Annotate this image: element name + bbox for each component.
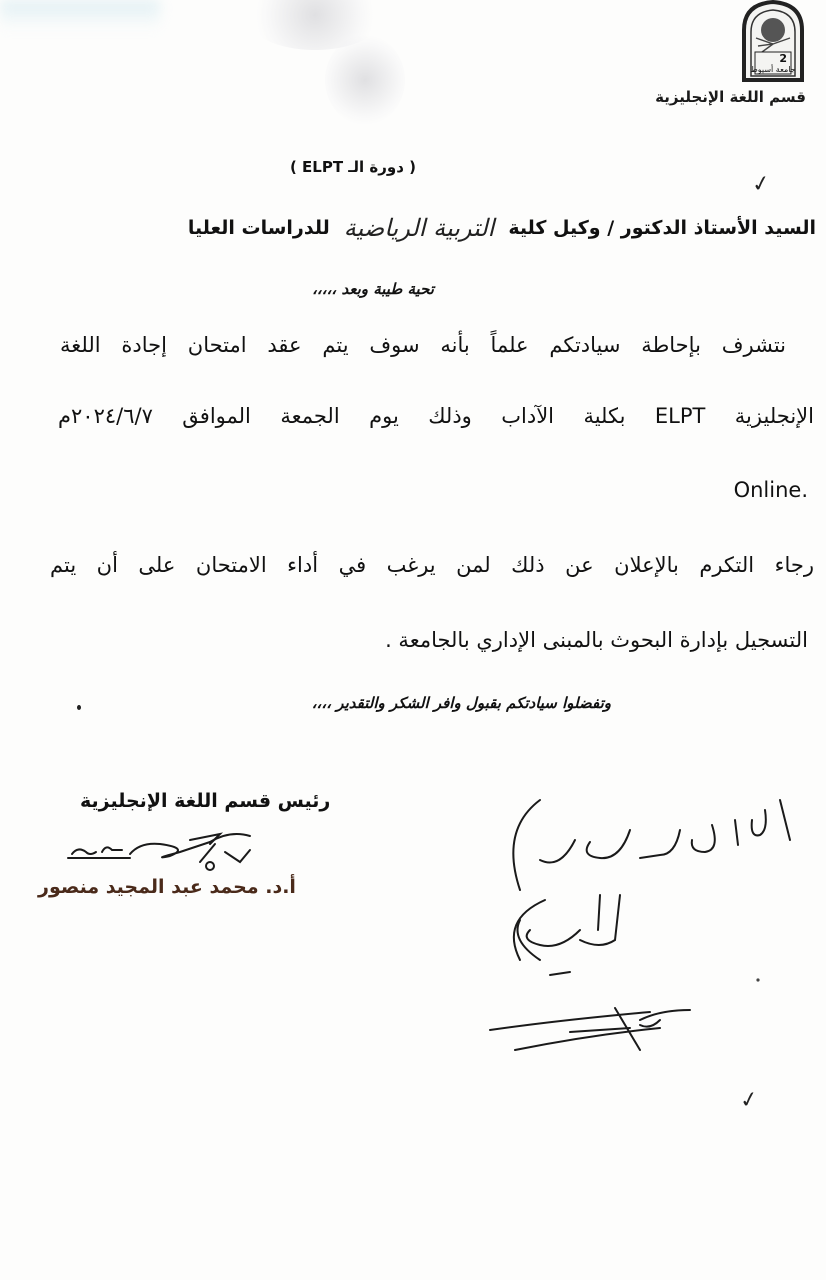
session-label: ( دورة الـ ELPT ) <box>289 158 416 176</box>
svg-text:جامعة أسيوط: جامعة أسيوط <box>750 65 796 74</box>
body-line: نتشرف بإحاطة سيادتكم علماً بأنه سوف يتم عقد امتحان إجادة اللغة <box>60 333 786 357</box>
handwritten-annotation-icon <box>480 780 810 1070</box>
scan-artifact <box>0 0 160 30</box>
body-line: رجاء التكرم بالإعلان عن ذلك لمن يرغب في أداء الامتحان على أن يتم <box>50 553 814 577</box>
body-line: .Online <box>733 478 808 502</box>
addressee-suffix: للدراسات العليا <box>187 217 330 239</box>
university-logo-icon <box>738 0 808 82</box>
body-line: التسجيل بإدارة البحوث بالمبنى الإداري بالجامعة . <box>385 628 808 652</box>
signatory-name: أ.د. محمد عبد المجيد منصور <box>38 876 296 898</box>
addressee-handwritten-faculty: التربية الرياضية <box>343 214 495 242</box>
svg-text:2: 2 <box>779 52 787 65</box>
body-line: الإنجليزية ELPT بكلية الآداب وذلك يوم الجمعة الموافق ٢٠٢٤/٦/٧م <box>58 404 814 428</box>
addressee-prefix: السيد الأستاذ الدكتور / وكيل كلية <box>508 217 816 239</box>
ink-dot <box>77 705 81 710</box>
check-mark-icon: ✓ <box>749 170 773 199</box>
closing-line: وتفضلوا سيادتكم بقبول وافر الشكر والتقدير ،،،، <box>311 694 611 712</box>
greeting: تحية طيبة وبعد ،،،،، <box>312 280 434 298</box>
signatory-title: رئيس قسم اللغة الإنجليزية <box>80 790 331 812</box>
scan-smudge <box>325 35 405 125</box>
check-mark-icon: ✓ <box>737 1086 761 1115</box>
signature-icon <box>60 822 300 872</box>
department-header: قسم اللغة الإنجليزية <box>655 88 806 106</box>
addressee-line <box>60 208 816 248</box>
